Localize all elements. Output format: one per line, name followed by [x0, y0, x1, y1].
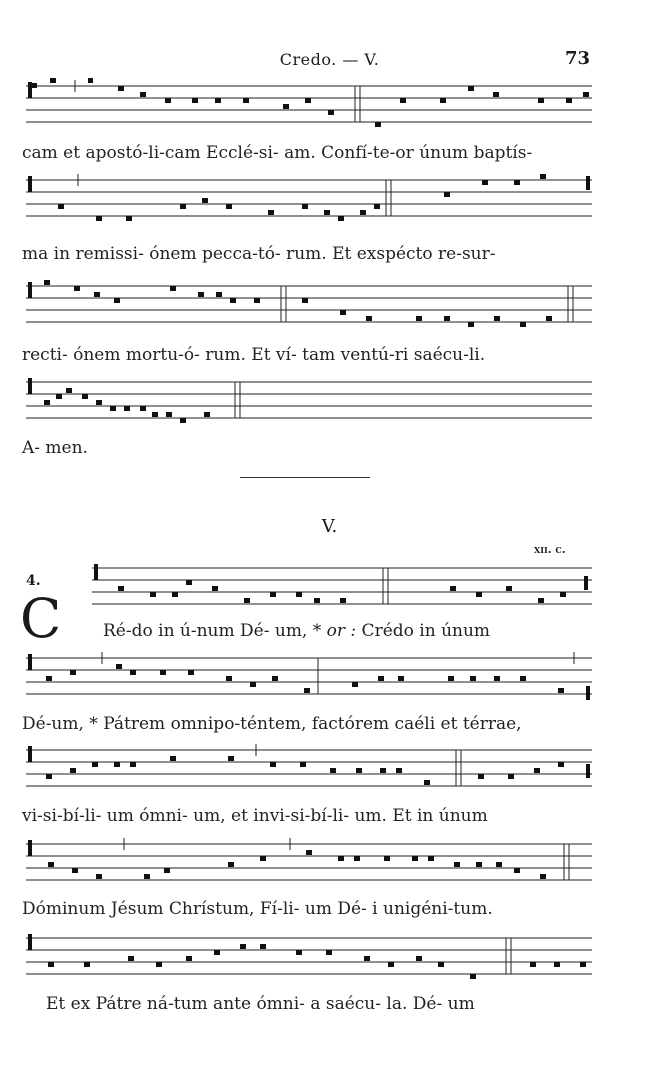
- first-lyric-line: [103, 621, 623, 641]
- mode-label: xii. c.: [534, 543, 566, 556]
- section-numeral: V.: [321, 516, 338, 537]
- lyric-line: ma in remissi- ónem pecca-tó- rum. Et exspécto re-sur-: [22, 244, 496, 264]
- chant-staff-6: [0, 650, 659, 710]
- running-header: Credo. — V.: [279, 50, 380, 69]
- chant-staff-1: [0, 78, 659, 138]
- lyric-segment: Ré-do in ú-num Dé- um, *: [103, 621, 327, 641]
- lyric-line: vi-si-bí-li- um ómni- um, et invi-si-bí-li- um. Et in únum: [22, 806, 488, 826]
- lyric-segment: Crédo in únum: [356, 621, 491, 641]
- chant-staff-9: [0, 930, 659, 990]
- hymn-number: 4.: [26, 573, 41, 589]
- chant-staff-4: [0, 374, 659, 434]
- lyric-line: Et ex Pátre ná-tum ante ómni- a saécu- la. Dé- um: [46, 994, 475, 1014]
- lyric-line: Dóminum Jésum Chrístum, Fí-li- um Dé- i unigéni-tum.: [22, 899, 493, 919]
- drop-cap: C: [20, 587, 62, 650]
- chant-staff-3: [0, 278, 659, 338]
- chant-staff-2: [0, 172, 659, 232]
- page-number: 73: [565, 48, 591, 69]
- chant-staff-7: [0, 742, 659, 802]
- chant-staff-5: [0, 560, 659, 620]
- section-divider: [240, 477, 370, 478]
- lyric-or-marker: or :: [326, 621, 357, 641]
- lyric-line: cam et apostó-li-cam Ecclé-si- am. Confí-te-or únum baptís-: [22, 143, 533, 163]
- lyric-line: Dé-um, * Pátrem omnipo-téntem, factórem caéli et térrae,: [22, 714, 522, 734]
- lyric-line: recti- ónem mortu-ó- rum. Et ví- tam ventú-ri saécu-li.: [22, 345, 486, 365]
- lyric-line: A- men.: [22, 438, 88, 458]
- chant-staff-8: [0, 836, 659, 896]
